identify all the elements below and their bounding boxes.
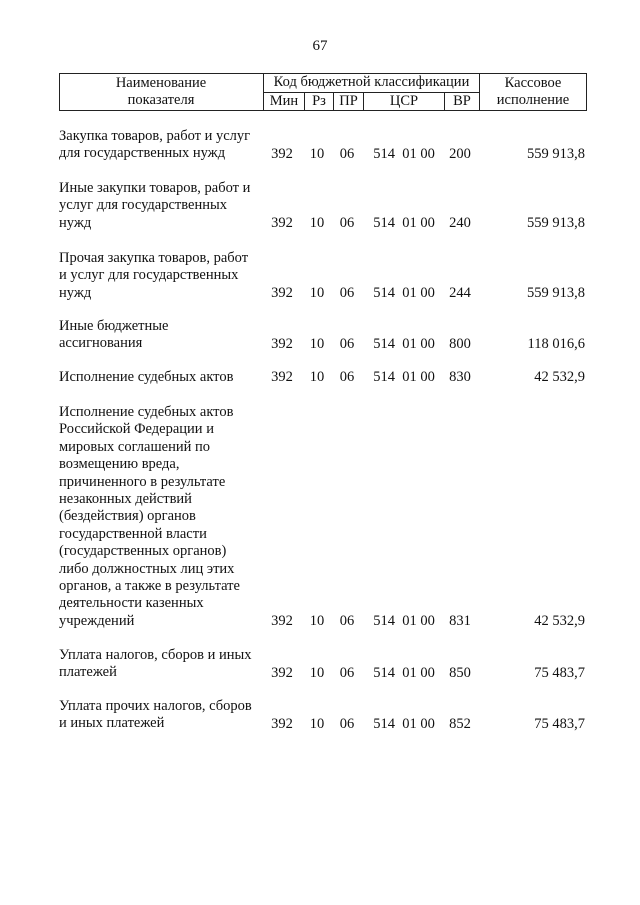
row-name-line: Исполнение судебных актов bbox=[59, 369, 234, 385]
row-name-line: учреждений bbox=[59, 612, 135, 629]
row-name-line: Закупка товаров, работ и услуг bbox=[59, 128, 251, 144]
header-amount-line2: исполнение bbox=[496, 92, 570, 108]
row-name-line: возмещению вреда, bbox=[59, 456, 180, 473]
cell-csr: 514 01 00 bbox=[373, 665, 435, 681]
cell-amount: 559 913,8 bbox=[527, 146, 585, 162]
page-number: 67 bbox=[312, 38, 328, 54]
row-name-line: (государственных органов) bbox=[59, 543, 227, 560]
header-col-rz: Рз bbox=[312, 93, 326, 109]
cell-amount: 118 016,6 bbox=[527, 336, 585, 352]
cell-vr: 830 bbox=[449, 369, 471, 385]
row-name-line: нужд bbox=[59, 214, 92, 231]
table-row bbox=[59, 128, 587, 163]
cell-min: 392 bbox=[271, 613, 293, 629]
cell-pr: 06 bbox=[339, 369, 355, 385]
table-row bbox=[59, 698, 587, 733]
row-codes bbox=[59, 664, 587, 682]
row-name-line: нужд bbox=[59, 284, 92, 301]
cell-rz: 10 bbox=[309, 716, 325, 732]
cell-csr: 514 01 00 bbox=[373, 716, 435, 732]
header-right-border bbox=[586, 73, 587, 111]
row-name-line: Уплата налогов, сборов и иных bbox=[59, 647, 252, 663]
row-name-line: Иные закупки товаров, работ и bbox=[59, 180, 251, 196]
header-col-csr: ЦСР bbox=[389, 93, 419, 109]
row-name-line: услуг для государственных bbox=[59, 197, 227, 214]
row-codes bbox=[59, 214, 587, 232]
cell-min: 392 bbox=[271, 716, 293, 732]
cell-rz: 10 bbox=[309, 665, 325, 681]
row-name-line: (бездействия) органов bbox=[59, 508, 196, 525]
cell-pr: 06 bbox=[339, 215, 355, 231]
cell-min: 392 bbox=[271, 336, 293, 352]
table-row bbox=[59, 647, 587, 682]
header-name-line2: показателя bbox=[127, 92, 195, 108]
row-name-line: причиненного в результате bbox=[59, 473, 226, 490]
cell-vr: 852 bbox=[449, 716, 471, 732]
cell-vr: 850 bbox=[449, 665, 471, 681]
row-codes bbox=[59, 335, 587, 353]
cell-amount: 42 532,9 bbox=[534, 613, 585, 629]
cell-amount: 559 913,8 bbox=[527, 285, 585, 301]
cell-amount: 75 483,7 bbox=[534, 665, 585, 681]
cell-vr: 240 bbox=[449, 215, 471, 231]
row-codes bbox=[59, 715, 587, 733]
row-name-line: незаконных действий bbox=[59, 491, 192, 508]
row-codes bbox=[59, 145, 587, 163]
row-name-line: ассигнования bbox=[59, 335, 143, 352]
row-name-line: Российской Федерации и bbox=[59, 421, 214, 438]
cell-pr: 06 bbox=[339, 285, 355, 301]
row-name-line: и услуг для государственных bbox=[59, 267, 239, 284]
cell-pr: 06 bbox=[339, 146, 355, 162]
row-name-line: Уплата прочих налогов, сборов bbox=[59, 698, 252, 714]
cell-pr: 06 bbox=[339, 613, 355, 629]
row-name-line: мировых соглашений по bbox=[59, 438, 210, 455]
row-name-line: органов, а также в результате bbox=[59, 578, 240, 595]
header-amount-line1: Кассовое bbox=[504, 75, 562, 91]
table-row bbox=[59, 404, 587, 630]
row-name-line: либо должностных лиц этих bbox=[59, 560, 235, 577]
table-row bbox=[59, 369, 587, 386]
cell-csr: 514 01 00 bbox=[373, 146, 435, 162]
row-name-line: для государственных нужд bbox=[59, 145, 226, 162]
cell-amount: 75 483,7 bbox=[534, 716, 585, 732]
table-row bbox=[59, 180, 587, 232]
cell-min: 392 bbox=[271, 665, 293, 681]
header-code-group: Код бюджетной классификации bbox=[273, 74, 470, 90]
cell-rz: 10 bbox=[309, 146, 325, 162]
cell-rz: 10 bbox=[309, 613, 325, 629]
table-header bbox=[59, 73, 587, 111]
header-bottom-border bbox=[59, 110, 587, 111]
table-row bbox=[59, 250, 587, 302]
cell-rz: 10 bbox=[309, 336, 325, 352]
cell-min: 392 bbox=[271, 285, 293, 301]
row-name-line: платежей bbox=[59, 664, 117, 681]
row-name-line: деятельности казенных bbox=[59, 595, 204, 612]
cell-csr: 514 01 00 bbox=[373, 336, 435, 352]
cell-vr: 831 bbox=[449, 613, 471, 629]
cell-vr: 800 bbox=[449, 336, 471, 352]
row-name-line: государственной власти bbox=[59, 525, 207, 542]
table-row bbox=[59, 318, 587, 353]
cell-min: 392 bbox=[271, 146, 293, 162]
cell-amount: 559 913,8 bbox=[527, 215, 585, 231]
cell-csr: 514 01 00 bbox=[373, 285, 435, 301]
cell-vr: 200 bbox=[449, 146, 471, 162]
cell-min: 392 bbox=[271, 215, 293, 231]
header-name-line1: Наименование bbox=[115, 75, 207, 91]
cell-pr: 06 bbox=[339, 336, 355, 352]
row-name-line: Исполнение судебных актов bbox=[59, 404, 234, 420]
cell-csr: 514 01 00 bbox=[373, 369, 435, 385]
row-name-line: Иные бюджетные bbox=[59, 318, 169, 334]
cell-pr: 06 bbox=[339, 716, 355, 732]
row-codes bbox=[59, 368, 587, 386]
row-indicator-name bbox=[59, 404, 269, 630]
row-name-line: и иных платежей bbox=[59, 715, 165, 732]
cell-vr: 244 bbox=[449, 285, 471, 301]
header-col-pr: ПР bbox=[339, 93, 358, 109]
cell-pr: 06 bbox=[339, 665, 355, 681]
cell-min: 392 bbox=[271, 369, 293, 385]
header-col-vr: ВР bbox=[453, 93, 471, 109]
header-col-min: Мин bbox=[269, 93, 299, 109]
cell-csr: 514 01 00 bbox=[373, 613, 435, 629]
cell-rz: 10 bbox=[309, 369, 325, 385]
cell-rz: 10 bbox=[309, 215, 325, 231]
cell-amount: 42 532,9 bbox=[534, 369, 585, 385]
row-name-line: Прочая закупка товаров, работ bbox=[59, 250, 249, 266]
cell-rz: 10 bbox=[309, 285, 325, 301]
row-codes bbox=[59, 284, 587, 302]
cell-csr: 514 01 00 bbox=[373, 215, 435, 231]
row-codes bbox=[59, 612, 587, 630]
